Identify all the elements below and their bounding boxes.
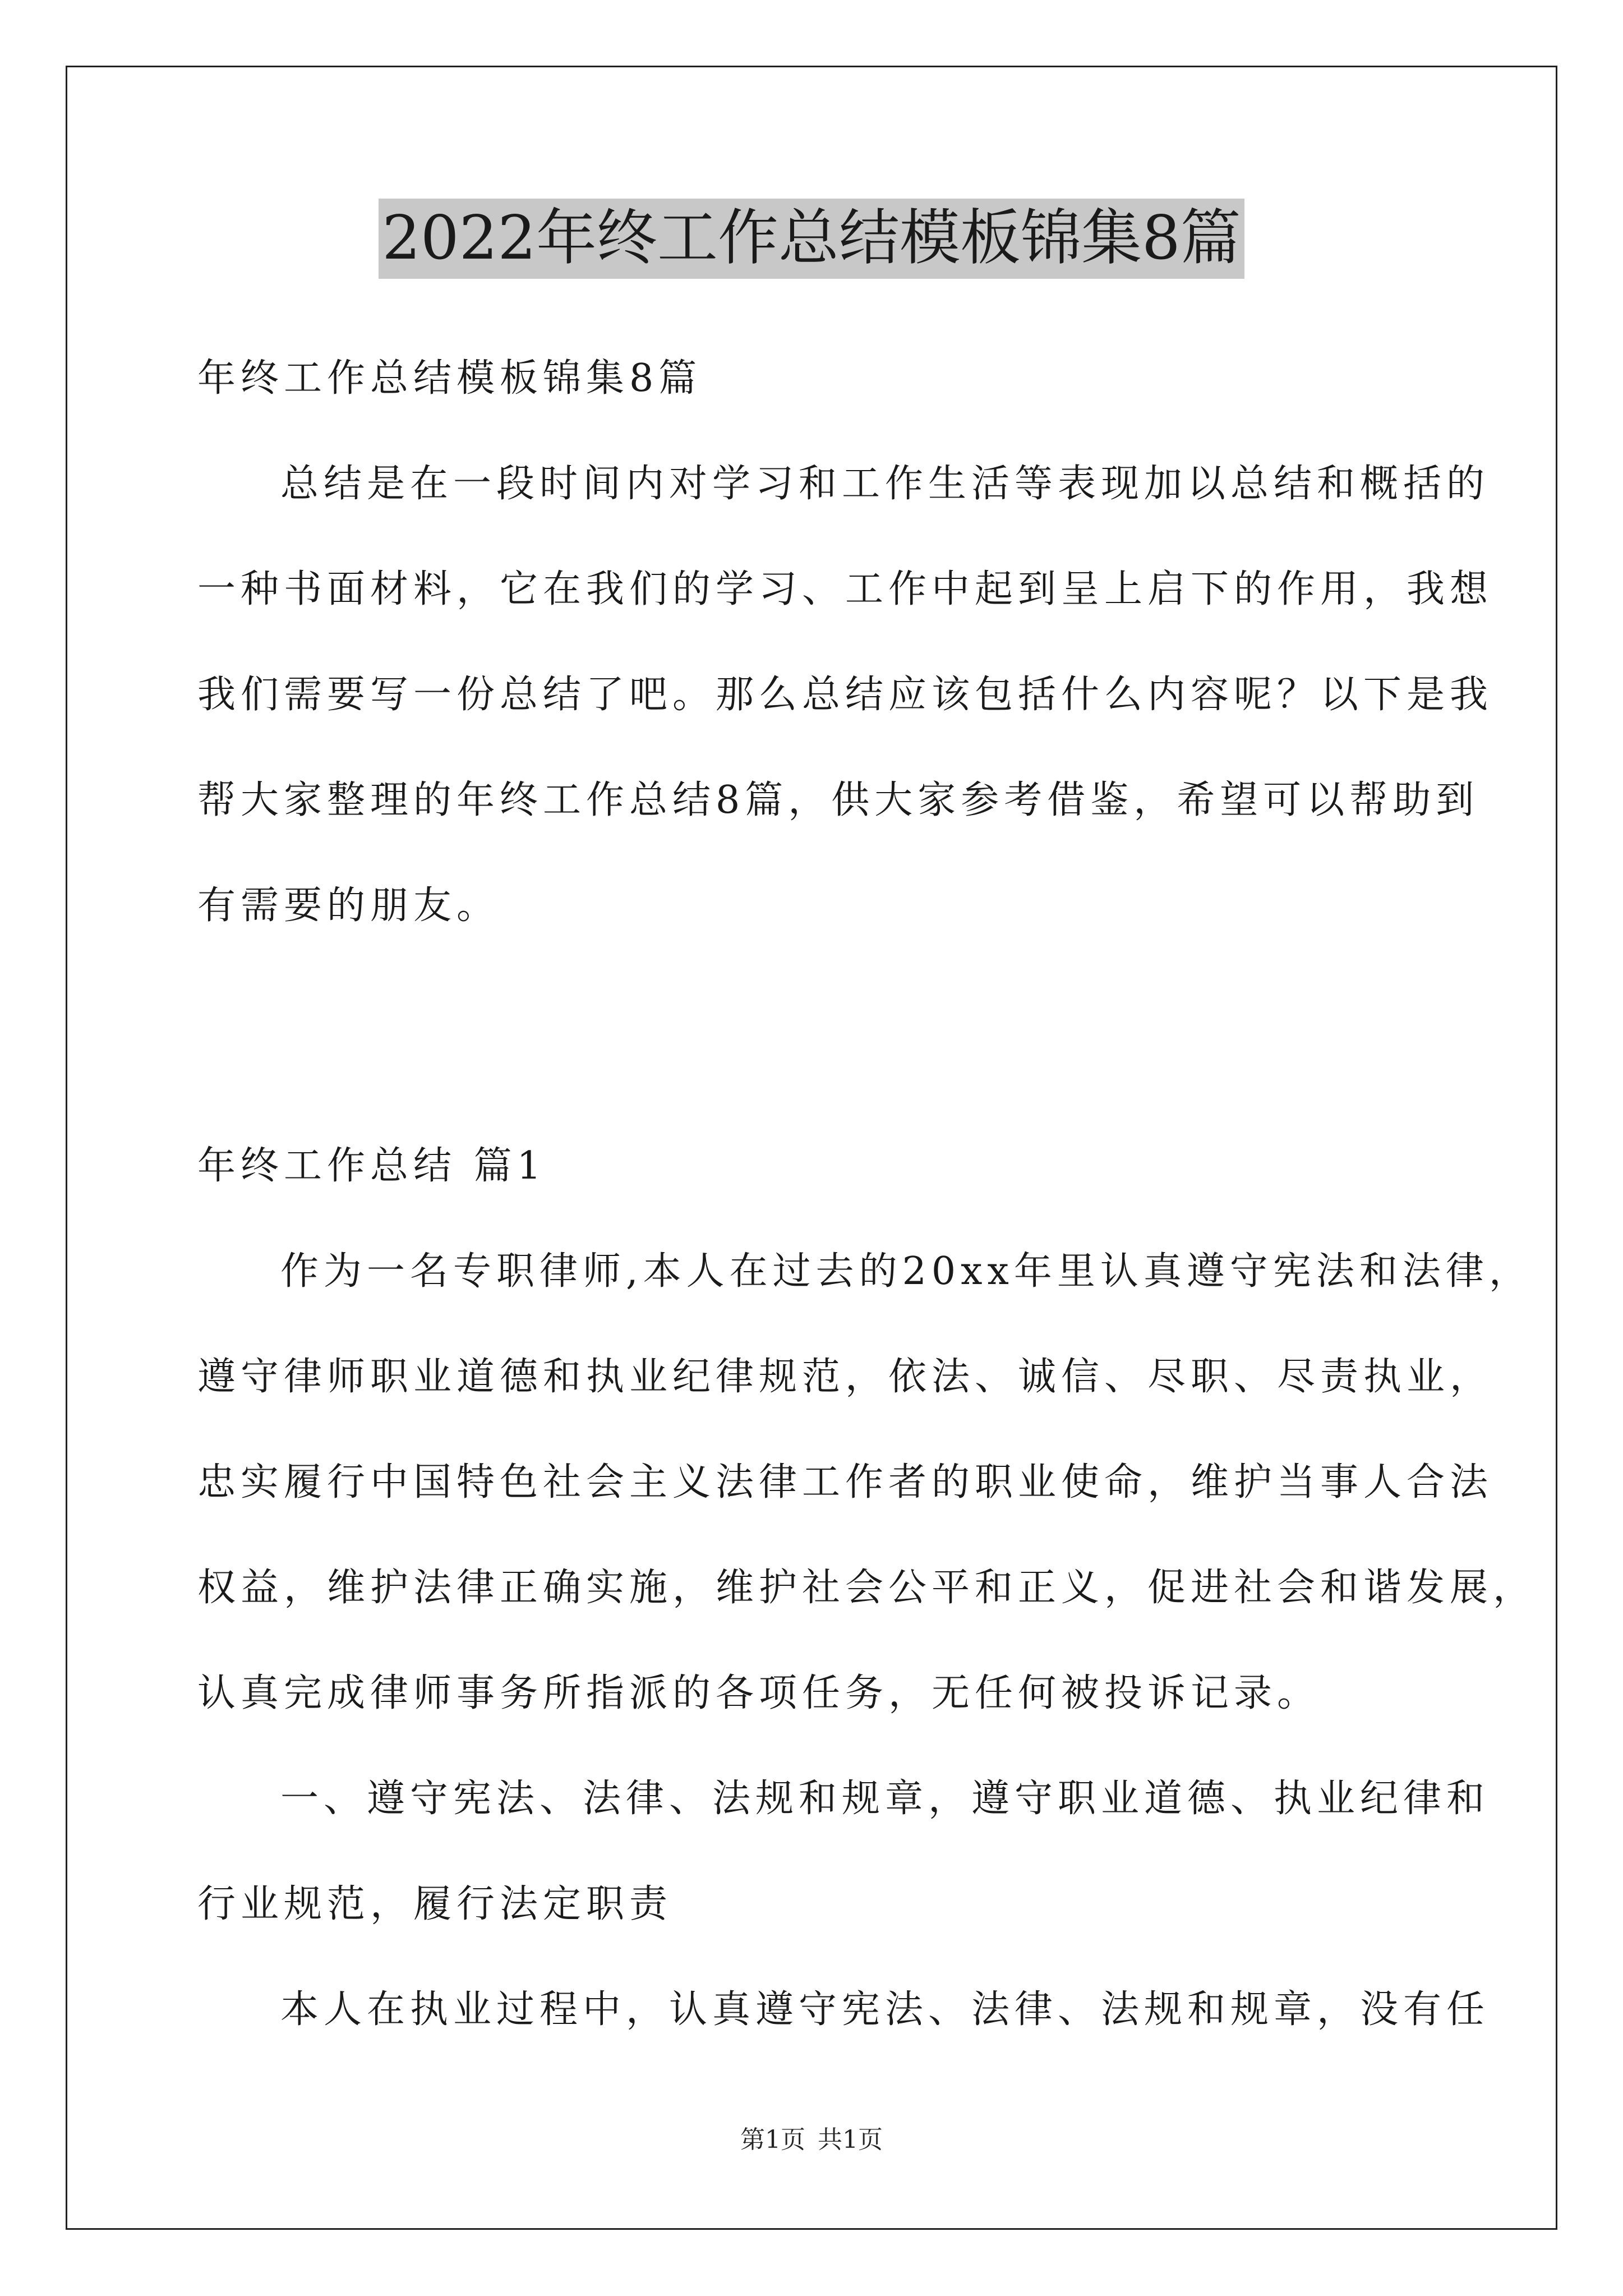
page-number: 第1页 xyxy=(740,2125,805,2154)
section-line-5: 认真完成律师事务所指派的各项任务，无任何被投诉记录。 xyxy=(197,1671,1321,1715)
intro-line-3: 我们需要写一份总结了吧。那么总结应该包括什么内容呢？以下是我 xyxy=(197,673,1493,717)
intro-line-1: 总结是在一段时间内对学习和工作生活等表现加以总结和概括的 xyxy=(280,462,1490,506)
document-title xyxy=(0,196,1623,280)
intro-line-2: 一种书面材料，它在我们的学习、工作中起到呈上启下的作用，我想 xyxy=(197,567,1493,611)
section-line-4: 权益，维护法律正确实施，维护社会公平和正义，促进社会和谐发展， xyxy=(197,1566,1537,1610)
intro-line-5: 有需要的朋友。 xyxy=(197,884,500,928)
point-line-2: 行业规范，履行法定职责 xyxy=(197,1882,673,1926)
section-line-2: 遵守律师职业道德和执业纪律规范，依法、诚信、尽职、尽责执业， xyxy=(197,1355,1493,1399)
subtitle: 年终工作总结模板锦集8篇 xyxy=(197,356,702,401)
title-text: 2022年终工作总结模板锦集8篇 xyxy=(379,199,1244,279)
last-line: 本人在执业过程中，认真遵守宪法、法律、法规和规章，没有任 xyxy=(280,1987,1490,2032)
section-line-3: 忠实履行中国特色社会主义法律工作者的职业使命，维护当事人合法 xyxy=(197,1460,1493,1504)
section-line-1: 作为一名专职律师,本人在过去的20xx年里认真遵守宪法和法律， xyxy=(280,1249,1532,1294)
page-footer xyxy=(0,2123,1623,2157)
point-line-1: 一、遵守宪法、法律、法规和规章，遵守职业道德、执业纪律和 xyxy=(280,1777,1490,1821)
section-heading: 年终工作总结 篇1 xyxy=(197,1144,546,1188)
intro-line-4: 帮大家整理的年终工作总结8篇，供大家参考借鉴，希望可以帮助到 xyxy=(197,778,1479,822)
page-total: 共1页 xyxy=(818,2125,883,2154)
